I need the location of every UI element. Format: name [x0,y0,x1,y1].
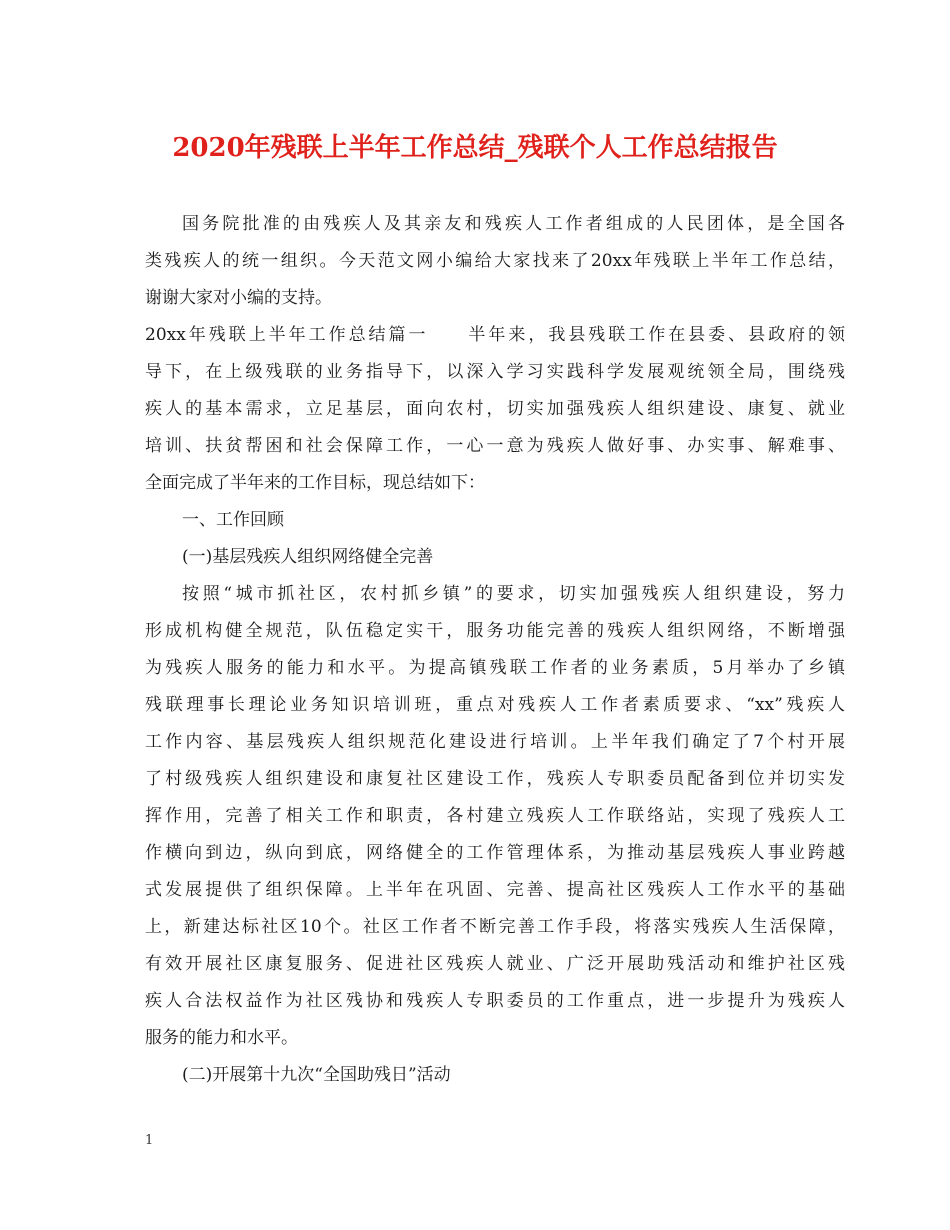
body-line: 式发展提供了组织保障。上半年在巩固、完善、提高社区残疾人工作水平的基础 [145,880,845,900]
body-line: 疾人的基本需求，立足基层，面向农村，切实加强残疾人组织建设、康复、就业 [145,399,845,419]
body-line: 了村级残疾人组织建设和康复社区建设工作，残疾人专职委员配备到位并切实发 [145,769,845,789]
document-title: 2020年残联上半年工作总结_残联个人工作总结报告 [172,133,778,163]
body-line: 上，新建达标社区10个。社区工作者不断完善工作手段，将落实残疾人生活保障， [145,917,845,937]
document-body [145,206,845,1094]
page-number: 1 [145,1133,154,1148]
body-line: 一、工作回顾 [182,510,284,530]
body-line: 培训、扶贫帮困和社会保障工作，一心一意为残疾人做好事、办实事、解难事、 [145,436,845,456]
body-line: 残联理事长理论业务知识培训班，重点对残疾人工作者素质要求、“xx”残疾人 [145,695,845,715]
body-line: 国务院批准的由残疾人及其亲友和残疾人工作者组成的人民团体，是全国各 [182,214,845,234]
body-line: 导下，在上级残联的业务指导下，以深入学习实践科学发展观统领全局，围绕残 [145,362,845,382]
body-line: (二)开展第十九次“全国助残日”活动 [182,1065,451,1085]
body-line: 服务的能力和水平。 [145,1028,298,1048]
body-line: 谢谢大家对小编的支持。 [145,288,332,308]
body-line: 类残疾人的统一组织。今天范文网小编给大家找来了20xx年残联上半年工作总结， [145,251,845,271]
body-line: 作横向到边，纵向到底，网络健全的工作管理体系，为推动基层残疾人事业跨越 [145,843,845,863]
body-line: 20xx年残联上半年工作总结篇一 半年来，我县残联工作在县委、县政府的领 [145,325,845,345]
body-line: 工作内容、基层残疾人组织规范化建设进行培训。上半年我们确定了7个村开展 [145,732,845,752]
body-line: 全面完成了半年来的工作目标，现总结如下： [145,473,485,493]
body-line: 形成机构健全规范，队伍稳定实干，服务功能完善的残疾人组织网络，不断增强 [145,621,845,641]
body-line: 按照“城市抓社区，农村抓乡镇”的要求，切实加强残疾人组织建设，努力 [182,584,845,604]
body-line: 有效开展社区康复服务、促进社区残疾人就业、广泛开展助残活动和维护社区残 [145,954,845,974]
body-line: 挥作用，完善了相关工作和职责，各村建立残疾人工作联络站，实现了残疾人工 [145,806,845,826]
body-line: (一)基层残疾人组织网络健全完善 [182,547,434,567]
body-line: 疾人合法权益作为社区残协和残疾人专职委员的工作重点，进一步提升为残疾人 [145,991,845,1011]
body-line: 为残疾人服务的能力和水平。为提高镇残联工作者的业务素质，5月举办了乡镇 [145,658,845,678]
